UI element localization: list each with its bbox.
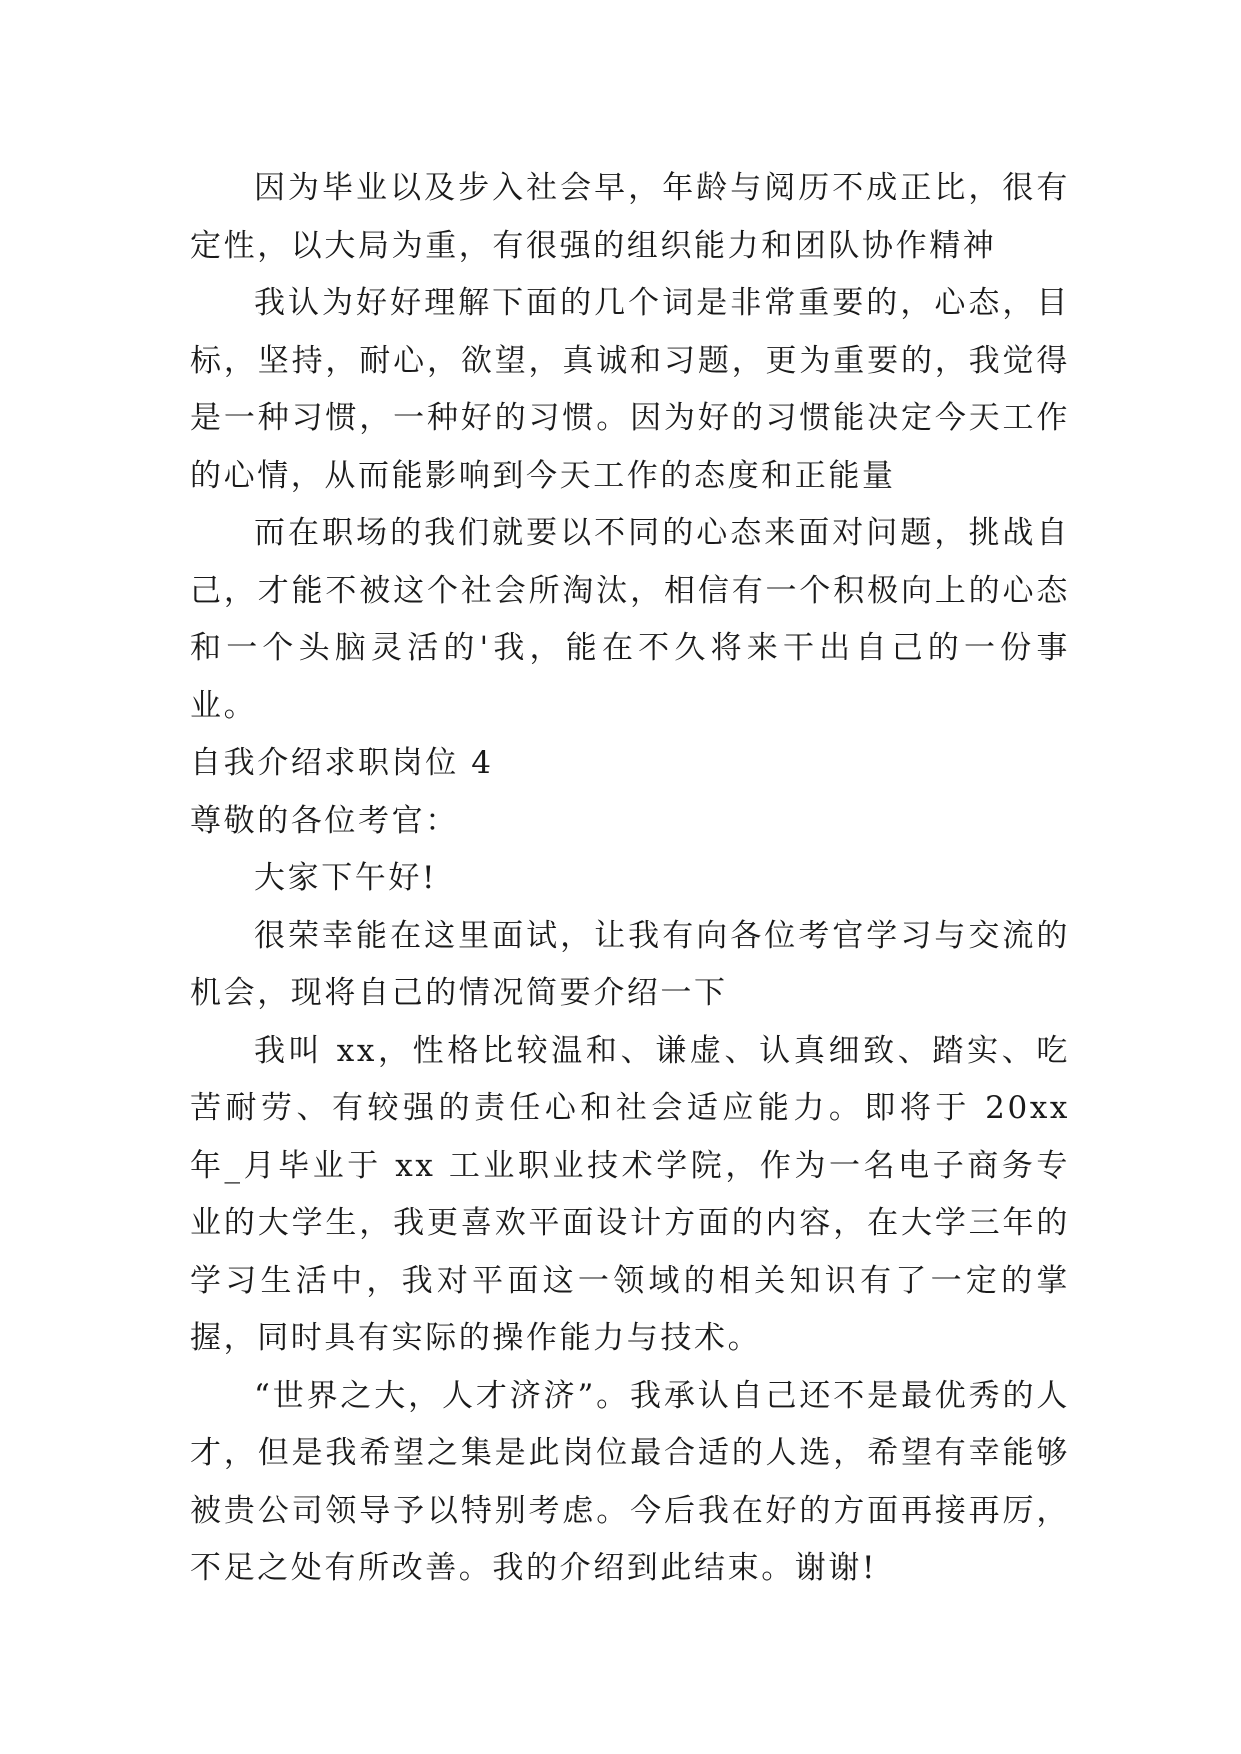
greeting: 大家下午好!	[254, 860, 438, 896]
paragraph: “世界之大，人才济济”。我承认自己还不是最优秀的人才，但是我希望之集是此岗位最合适的人选，希望有幸能够被贵公司领导予以特别考虑。今后我在好的方面再接再厉，不足之处有所改善。我的介绍到此结束。谢谢!	[190, 1377, 1070, 1586]
section-heading: 自我介绍求职岗位 4	[190, 745, 494, 781]
document-body	[190, 160, 1070, 1598]
paragraph: 我叫 xx，性格比较温和、谦虚、认真细致、踏实、吃苦耐劳、有较强的责任心和社会适应能力。即将于 20xx 年_月毕业于 xx 工业职业技术学院，作为一名电子商务专业的大学生，我更喜欢平面设计方面的内容，在大学三年的学习生活中，我对平面这一领域的相关知识有了一定的掌握，同时具有实际的操作能力与技术。	[190, 1032, 1070, 1356]
paragraph: 我认为好好理解下面的几个词是非常重要的，心态，目标，坚持，耐心，欲望，真诚和习题，更为重要的，我觉得是一种习惯，一种好的习惯。因为好的习惯能决定今天工作的心情，从而能影响到今天工作的态度和正能量	[190, 285, 1070, 494]
salutation: 尊敬的各位考官：	[190, 802, 459, 839]
paragraph: 很荣幸能在这里面试，让我有向各位考官学习与交流的机会，现将自己的情况简要介绍一下	[190, 917, 1070, 1011]
paragraph: 因为毕业以及步入社会早，年龄与阅历不成正比，很有定性，以大局为重，有很强的组织能力和团队协作精神	[190, 170, 1070, 264]
paragraph: 而在职场的我们就要以不同的心态来面对问题，挑战自己，才能不被这个社会所淘汰，相信有一个积极向上的心态和一个头脑灵活的'我，能在不久将来干出自己的一份事业。	[190, 515, 1070, 724]
